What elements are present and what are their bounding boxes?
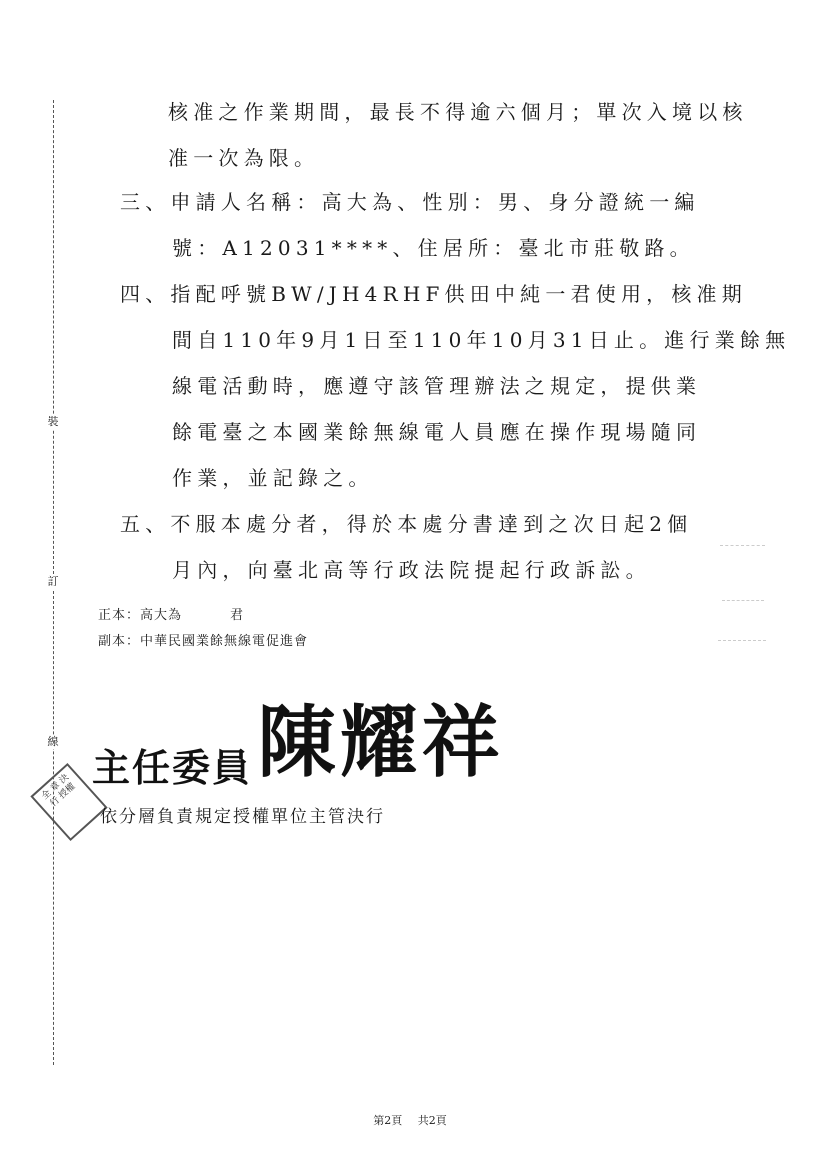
signature-name: 陳耀祥 bbox=[257, 698, 504, 788]
page-total: 共2頁 bbox=[417, 1114, 447, 1127]
signature-title: 主任委員 bbox=[92, 746, 253, 790]
body-line: 作業，並記錄之。 bbox=[172, 466, 374, 490]
binding-mark-zhuang: 裝 bbox=[47, 415, 59, 428]
binding-mark-xian: 線 bbox=[47, 735, 59, 748]
binding-mark-ding: 訂 bbox=[47, 575, 59, 588]
body-line: 間自110年9月1日至110年10月31日止。進行業餘無 bbox=[172, 328, 791, 352]
duplicate-recipient: 副本：中華民國業餘無線電促進會 bbox=[98, 634, 309, 649]
signature-block bbox=[92, 680, 504, 790]
stamp-text: 全 章 決行 授權 bbox=[40, 772, 78, 810]
page-footer bbox=[0, 1112, 820, 1128]
original-recipient bbox=[98, 604, 244, 623]
authorization-note: 依分層負責規定授權單位主管決行 bbox=[100, 807, 385, 827]
body-line-item-5: 五、不服本處分者，得於本處分書達到之次日起2個 bbox=[120, 512, 693, 536]
body-line: 號：A12031****、住居所：臺北市莊敬路。 bbox=[172, 236, 695, 260]
body-line: 核准之作業期間，最長不得逾六個月；單次入境以核 bbox=[168, 100, 748, 124]
scan-artifact bbox=[718, 640, 766, 641]
body-line-item-4: 四、指配呼號BW/JH4RHF供田中純一君使用，核准期 bbox=[120, 282, 747, 306]
body-line: 准一次為限。 bbox=[168, 146, 320, 170]
body-line: 餘電臺之本國業餘無線電人員應在操作現場隨同 bbox=[172, 420, 702, 444]
original-recipient-suffix: 君 bbox=[230, 608, 245, 623]
body-line: 線電活動時，應遵守該管理辦法之規定，提供業 bbox=[172, 374, 702, 398]
page-number: 第2頁 bbox=[373, 1114, 403, 1127]
scan-artifact bbox=[722, 600, 764, 601]
body-line-item-3: 三、申請人名稱：高大為、性別：男、身分證統一編 bbox=[120, 190, 700, 214]
scan-artifact bbox=[720, 545, 765, 546]
original-recipient-label: 正本：高大為 bbox=[98, 608, 183, 623]
body-line: 月內，向臺北高等行政法院提起行政訴訟。 bbox=[172, 558, 651, 582]
